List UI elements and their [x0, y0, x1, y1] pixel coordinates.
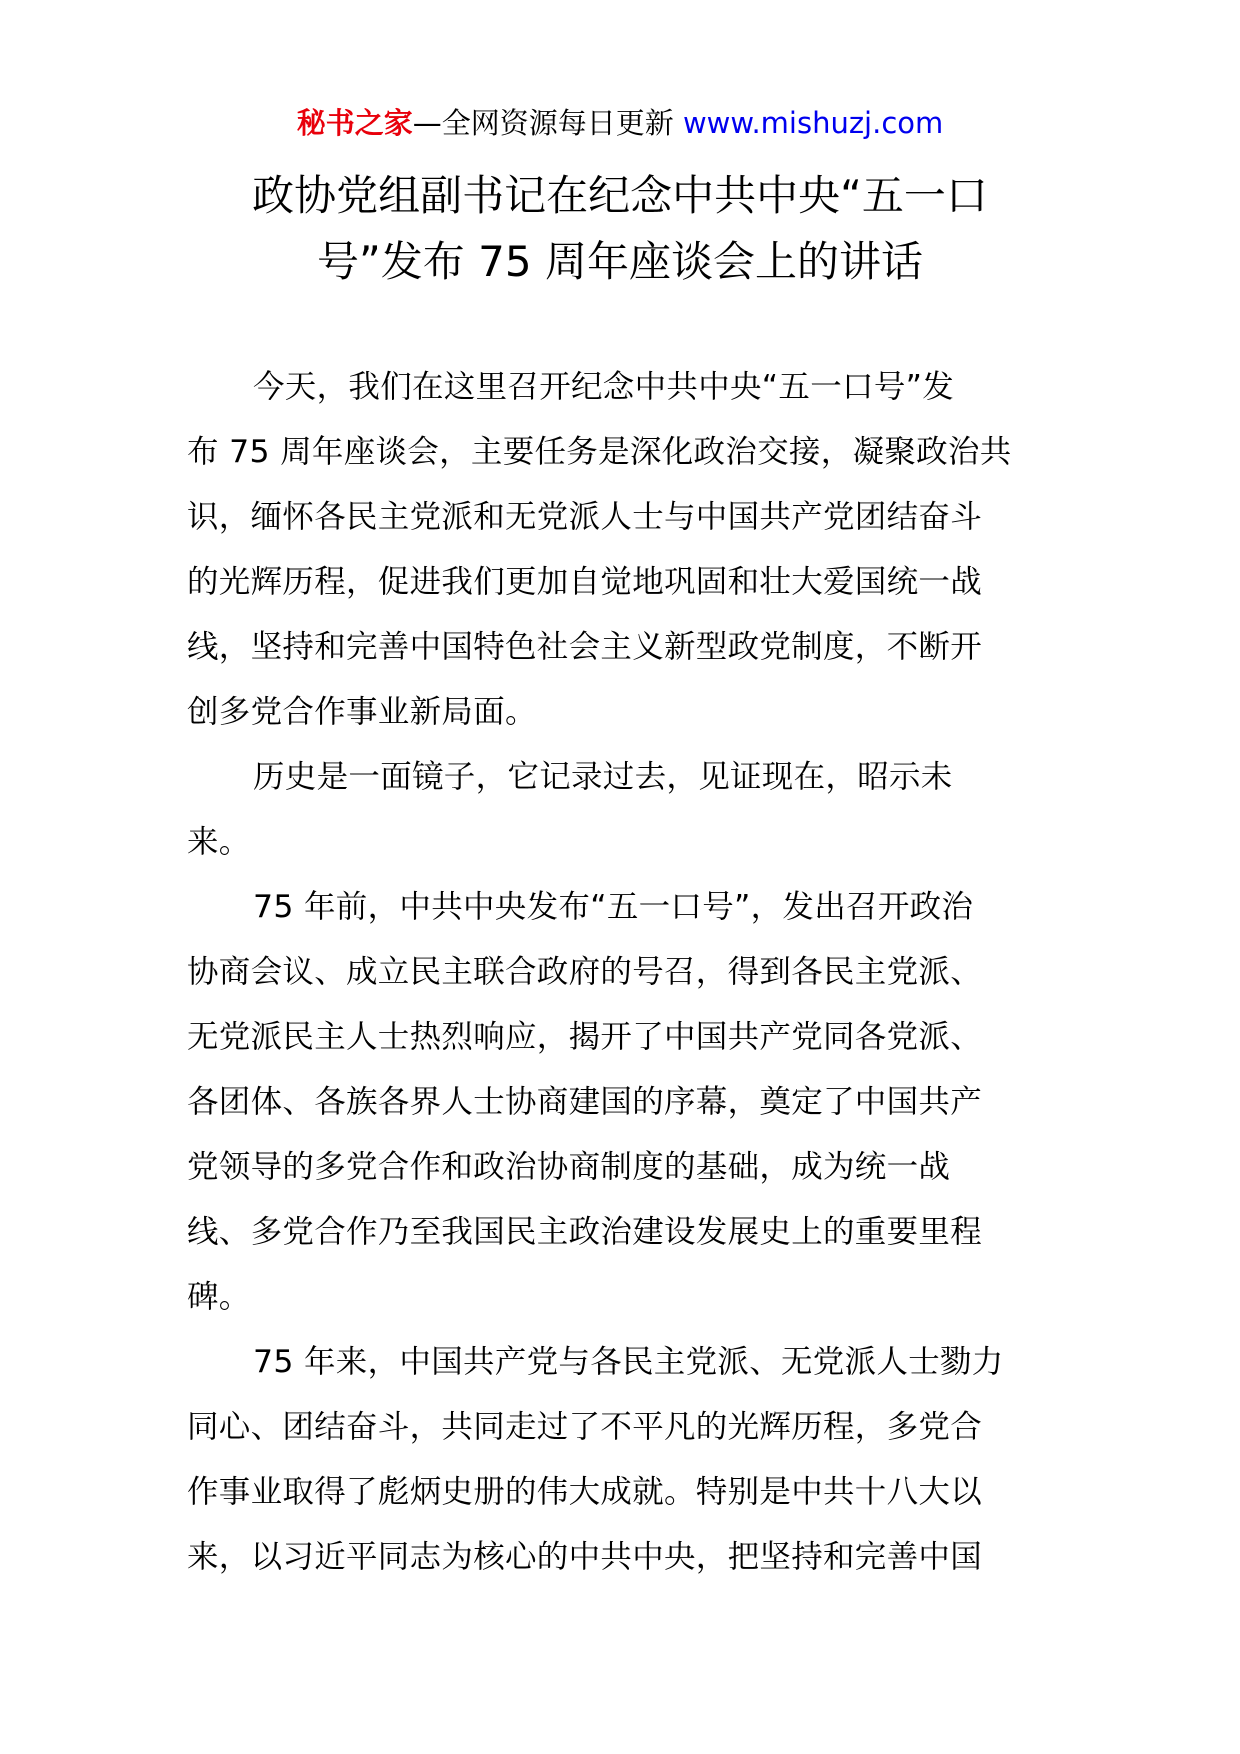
text-line: 历史是一面镜子，它记录过去，见证现在，昭示未: [253, 759, 953, 795]
text-line: 各团体、各族各界人士协商建国的序幕，奠定了中国共产: [187, 1084, 983, 1120]
text-line: 线，坚持和完善中国特色社会主义新型政党制度，不断开: [187, 629, 983, 665]
text-line: 无党派民主人士热烈响应，揭开了中国共产党同各党派、: [187, 1019, 983, 1055]
text-line: 作事业取得了彪炳史册的伟大成就。特别是中共十八大以: [187, 1474, 983, 1510]
text-line: 创多党合作事业新局面。: [187, 694, 537, 730]
text-line: 75 年来，中国共产党与各民主党派、无党派人士勠力: [253, 1344, 1004, 1380]
text-line: 识，缅怀各民主党派和无党派人士与中国共产党团结奋斗: [187, 499, 983, 535]
paragraph-2: [187, 745, 1057, 875]
text-line: 布 75 周年座谈会，主要任务是深化政治交接，凝聚政治共: [187, 434, 1012, 470]
paragraph-3: [187, 875, 1057, 1330]
text-line: 今天，我们在这里召开纪念中共中央“五一口号”发: [253, 369, 955, 405]
site-name: 秘书之家: [296, 106, 413, 140]
paragraph-4: [187, 1330, 1057, 1590]
site-url-link[interactable]: www.mishuzj.com: [682, 106, 944, 140]
text-line: 75 年前，中共中央发布“五一口号”，发出召开政治: [253, 889, 974, 925]
text-line: 碑。: [187, 1279, 251, 1315]
paragraph-1: [187, 355, 1057, 745]
document-body: [187, 355, 1057, 1590]
text-line: 的光辉历程，促进我们更加自觉地巩固和壮大爱国统一战: [187, 564, 983, 600]
text-line: 来，以习近平同志为核心的中共中央，把坚持和完善中国: [187, 1539, 983, 1575]
text-line: 来。: [187, 824, 251, 860]
title-line-1: 政协党组副书记在纪念中共中央“五一口: [252, 171, 988, 220]
site-slogan: —全网资源每日更新: [412, 106, 674, 140]
text-line: 党领导的多党合作和政治协商制度的基础，成为统一战: [187, 1149, 951, 1185]
text-line: 协商会议、成立民主联合政府的号召，得到各民主党派、: [187, 954, 983, 990]
title-line-2: 号”发布 75 周年座谈会上的讲话: [317, 237, 923, 286]
text-line: 同心、团结奋斗，共同走过了不平凡的光辉历程，多党合: [187, 1409, 983, 1445]
text-line: 线、多党合作乃至我国民主政治建设发展史上的重要里程: [187, 1214, 983, 1250]
site-header: [0, 98, 1240, 148]
document-title: [160, 163, 1080, 295]
